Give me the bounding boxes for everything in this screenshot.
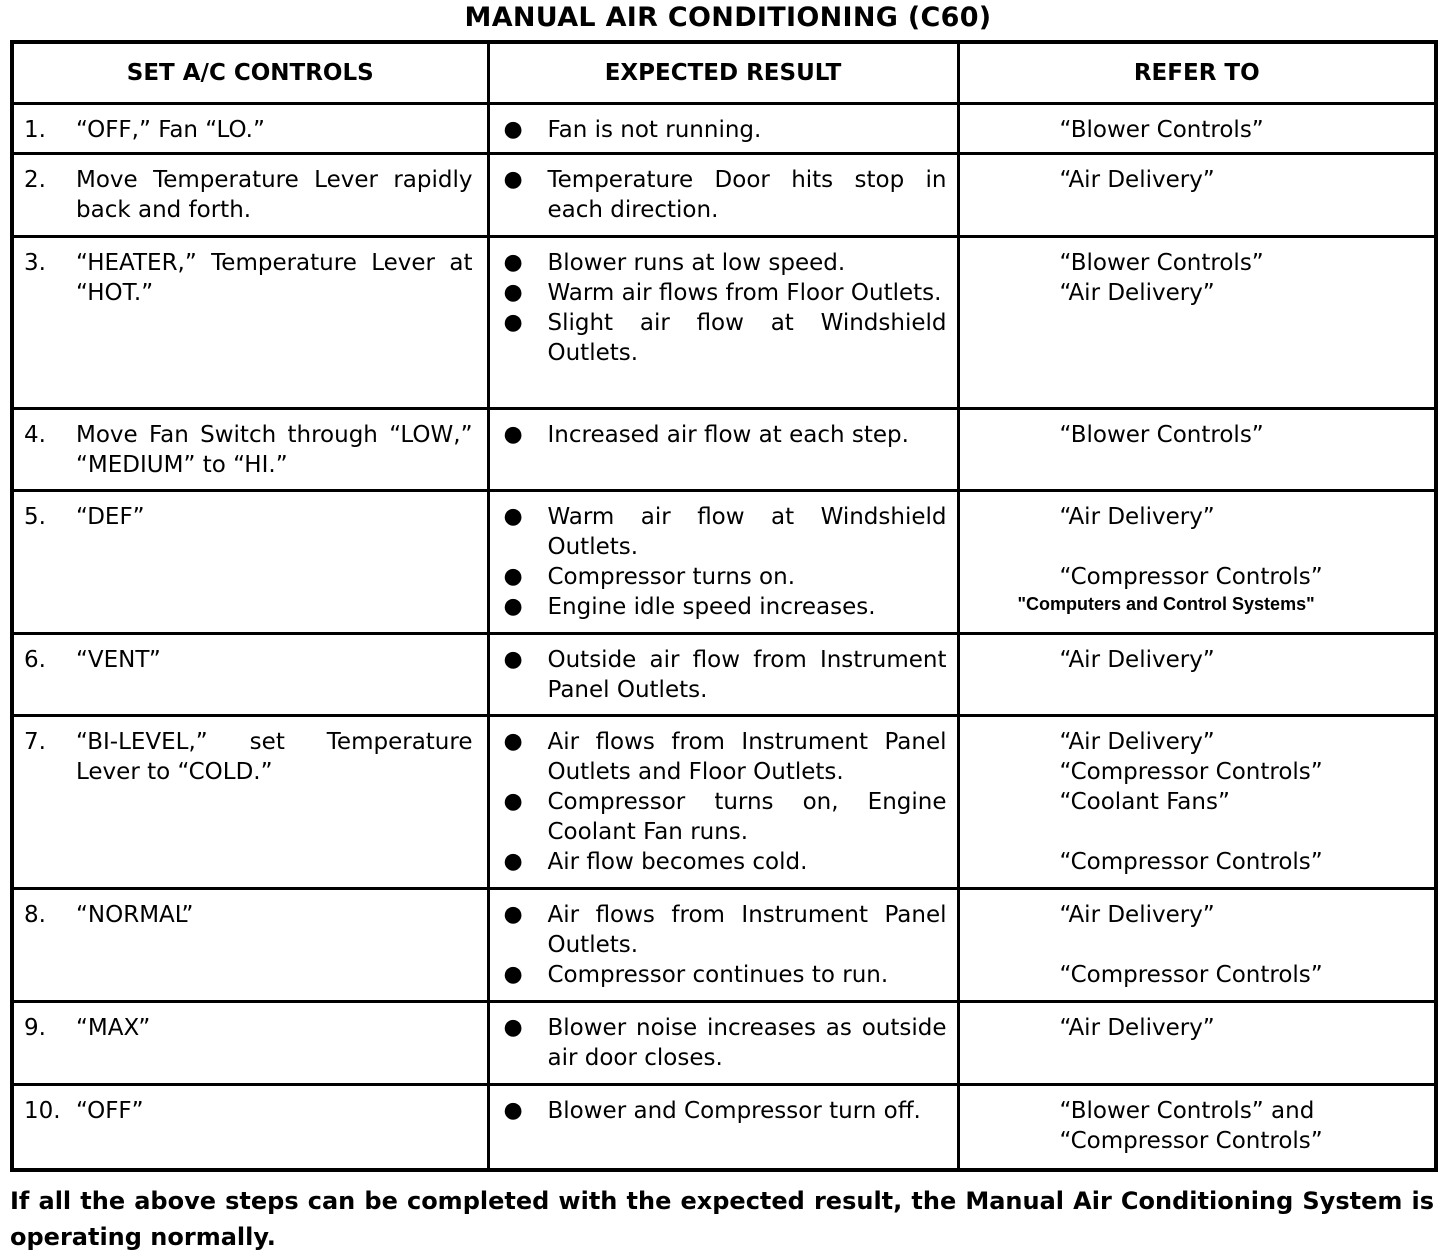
table-row [12, 1085, 1436, 1170]
refer-cell [958, 1085, 1436, 1170]
list-item [504, 502, 947, 562]
ac-check-table [10, 40, 1438, 1172]
reference: “Blower Controls” [1059, 117, 1264, 143]
step-number: 5. [24, 504, 46, 531]
header-expected-result: EXPECTED RESULT [488, 42, 958, 104]
set-cell [12, 634, 488, 716]
reference: “Compressor Controls” [1059, 849, 1323, 876]
bullet-icon: ● [503, 504, 523, 530]
refer-cell [958, 491, 1436, 634]
bullet-icon: ● [503, 1015, 523, 1041]
step-control: “HEATER,” Temperature Lever at “HOT.” [76, 250, 473, 307]
list-item [504, 645, 947, 705]
bullet-icon: ● [503, 310, 523, 336]
table-header-row [12, 42, 1436, 104]
set-cell [12, 409, 488, 491]
result-text: Compressor continues to run. [547, 962, 889, 989]
result-text: Outside air flow from Instrument Panel Outlets. [547, 647, 947, 704]
result-text: Blower and Compressor turn off. [547, 1098, 921, 1125]
step-control: “OFF,” Fan “LO.” [76, 117, 265, 143]
page-title: MANUAL AIR CONDITIONING (C60) [464, 2, 992, 33]
step-number: 10. [24, 1098, 61, 1125]
bullet-icon: ● [503, 250, 523, 276]
result-text: Warm air flow at Windshield Outlets. [547, 504, 947, 561]
refer-cell [958, 104, 1436, 154]
result-text: Air flows from Instrument Panel Outlets and Floor Outlets. [547, 729, 947, 786]
bullet-icon: ● [503, 280, 523, 306]
reference: “Air Delivery” [1059, 280, 1215, 307]
reference: “Air Delivery” [1059, 504, 1215, 531]
reference: “Air Delivery” [1059, 729, 1215, 756]
list-item [504, 900, 947, 960]
result-text: Increased air flow at each step. [547, 422, 909, 449]
table-row [12, 889, 1436, 1002]
bullet-icon: ● [503, 167, 523, 193]
result-text: Air flow becomes cold. [547, 849, 808, 876]
bullet-icon: ● [503, 564, 523, 590]
table-row [12, 716, 1436, 889]
result-text: Blower runs at low speed. [547, 250, 846, 277]
list-item [504, 308, 947, 368]
step-control: “MAX” [76, 1015, 151, 1042]
refer-cell [958, 716, 1436, 889]
list-item [504, 1013, 947, 1073]
step-control: Move Fan Switch through “LOW,” “MEDIUM” to “HI.” [76, 422, 473, 479]
list-item [504, 1096, 947, 1126]
bullet-icon: ● [503, 1098, 523, 1124]
reference: “Blower Controls” [1059, 422, 1264, 449]
result-cell [488, 716, 958, 889]
bullet-icon: ● [503, 962, 523, 988]
refer-cell [958, 154, 1436, 237]
result-text: Compressor turns on, Engine Coolant Fan runs. [547, 789, 947, 846]
step-control: “NORMAL” [76, 902, 194, 929]
refer-cell [958, 237, 1436, 409]
set-cell [12, 1085, 488, 1170]
reference: “Compressor Controls” [1059, 1128, 1323, 1155]
list-item [504, 165, 947, 225]
bullet-icon: ● [503, 789, 523, 815]
reference: “Compressor Controls” [1059, 759, 1323, 786]
result-text: Engine idle speed increases. [547, 594, 876, 621]
bullet-icon: ● [503, 422, 523, 448]
result-text: Warm air flows from Floor Outlets. [547, 280, 942, 307]
set-cell [12, 716, 488, 889]
table-row [12, 154, 1436, 237]
list-item [504, 727, 947, 787]
header-set-controls: SET A/C CONTROLS [12, 42, 488, 104]
set-cell [12, 889, 488, 1002]
result-text: Slight air flow at Windshield Outlets. [547, 310, 947, 367]
list-item [504, 592, 947, 622]
refer-cell [958, 1002, 1436, 1085]
table-row [12, 104, 1436, 154]
step-control: “OFF” [76, 1098, 144, 1125]
list-item [504, 787, 947, 847]
result-cell [488, 409, 958, 491]
refer-cell [958, 634, 1436, 716]
reference: “Coolant Fans” [1059, 789, 1230, 816]
step-control: “DEF” [76, 504, 145, 531]
bullet-icon: ● [503, 902, 523, 928]
result-cell [488, 1002, 958, 1085]
list-item [504, 960, 947, 990]
step-number: 2. [24, 167, 46, 194]
result-cell [488, 889, 958, 1002]
footer-note: If all the above steps can be completed with the expected result, the Manual Air Conditioning System is operating normally. [10, 1187, 1434, 1251]
step-number: 6. [24, 647, 46, 674]
bullet-icon: ● [503, 594, 523, 620]
result-text: Blower noise increases as outside air door closes. [547, 1015, 947, 1072]
reference: “Compressor Controls” [1059, 564, 1323, 591]
reference: “Air Delivery” [1059, 167, 1215, 194]
list-item [504, 562, 947, 592]
step-number: 4. [24, 422, 46, 449]
list-item [504, 278, 947, 308]
list-item [504, 420, 947, 450]
table-row [12, 634, 1436, 716]
refer-cell [958, 889, 1436, 1002]
reference: “Blower Controls” [1059, 250, 1264, 277]
table-row [12, 237, 1436, 409]
step-control: Move Temperature Lever rapidly back and forth. [76, 167, 473, 224]
table-row [12, 1002, 1436, 1085]
list-item [504, 248, 947, 278]
step-number: 9. [24, 1015, 46, 1042]
bullet-icon: ● [503, 647, 523, 673]
reference: "Computers and Control Systems" [1017, 594, 1315, 615]
reference: “Air Delivery” [1059, 902, 1215, 929]
set-cell [12, 1002, 488, 1085]
result-cell [488, 634, 958, 716]
table-row [12, 491, 1436, 634]
result-cell [488, 491, 958, 634]
step-number: 7. [24, 729, 46, 756]
table-row [12, 409, 1436, 491]
result-text: Temperature Door hits stop in each direction. [547, 167, 947, 224]
header-refer-to: REFER TO [958, 42, 1436, 104]
list-item [504, 847, 947, 877]
step-control: “BI-LEVEL,” set Temperature Lever to “COLD.” [76, 729, 473, 786]
list-item [504, 115, 947, 145]
result-cell [488, 1085, 958, 1170]
reference: “Air Delivery” [1059, 1015, 1215, 1042]
result-cell [488, 104, 958, 154]
step-control: “VENT” [76, 647, 161, 674]
reference: “Air Delivery” [1059, 647, 1215, 674]
set-cell [12, 104, 488, 154]
step-number: 8. [24, 902, 46, 929]
bullet-icon: ● [503, 729, 523, 755]
step-number: 3. [24, 250, 46, 277]
result-cell [488, 154, 958, 237]
refer-cell [958, 409, 1436, 491]
result-text: Air flows from Instrument Panel Outlets. [547, 902, 947, 959]
result-cell [488, 237, 958, 409]
set-cell [12, 491, 488, 634]
result-text: Compressor turns on. [547, 564, 796, 591]
bullet-icon: ● [503, 849, 523, 875]
reference: “Compressor Controls” [1059, 962, 1323, 989]
set-cell [12, 154, 488, 237]
set-cell [12, 237, 488, 409]
result-text: Fan is not running. [547, 117, 762, 143]
bullet-icon: ● [503, 117, 523, 142]
step-number: 1. [24, 117, 46, 143]
reference: “Blower Controls” and [1059, 1098, 1315, 1125]
